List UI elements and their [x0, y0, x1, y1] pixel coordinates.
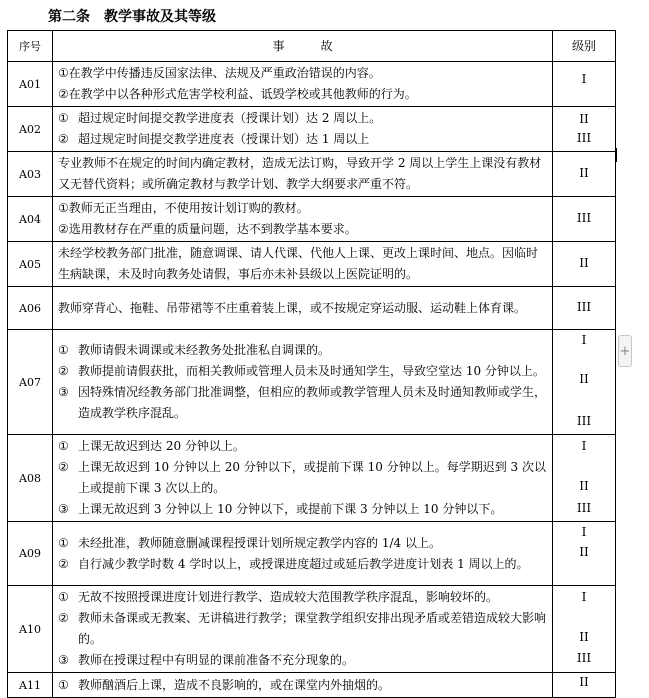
list-item	[58, 243, 548, 285]
item-marker: ②	[58, 222, 69, 236]
item-marker: ②	[58, 556, 69, 571]
item-text: 专业教师不在规定的时间内确定教材，造成无法订购，导致开学 2 周以上学生上课没有教材又无替代资料；或所确定教材与教学计划、教学大纲要求严重不符。	[58, 156, 542, 191]
item-text: 无故不按照授课进度计划进行教学、造成较大范围教学秩序混乱，影响较坏的。	[78, 590, 499, 604]
row-code: A01	[8, 62, 53, 107]
row-level	[553, 107, 616, 152]
item-marker: ①	[58, 439, 69, 453]
list-item	[58, 129, 548, 150]
row-code: A04	[8, 197, 53, 242]
list-item	[58, 382, 548, 424]
row-level	[553, 522, 616, 586]
list-item	[58, 340, 548, 361]
row-level	[553, 287, 616, 330]
row-description	[53, 586, 553, 673]
table-row	[8, 152, 616, 197]
level-value: II	[579, 372, 589, 386]
row-description	[53, 522, 553, 586]
table-row	[8, 287, 616, 330]
item-marker: ②	[58, 611, 69, 625]
item-marker: ①	[58, 201, 69, 215]
row-description	[53, 287, 553, 330]
level-value: III	[576, 651, 592, 665]
row-level	[553, 152, 616, 197]
table-row	[8, 107, 616, 152]
item-text: 因特殊情况经教务部门批准调整，但相应的教师或教学管理人员未及时通知教师或学生，造成教学秩序混乱。	[78, 385, 547, 420]
level-value: I	[581, 525, 587, 539]
row-description	[53, 62, 553, 107]
item-marker: ①	[58, 677, 69, 692]
table-header-row	[8, 31, 616, 62]
add-button[interactable]: +	[618, 335, 632, 367]
list-item	[58, 361, 548, 382]
table-row	[8, 242, 616, 287]
row-description	[53, 435, 553, 522]
level-value: I	[581, 439, 587, 453]
row-level	[553, 197, 616, 242]
list-item	[58, 436, 548, 457]
row-code: A06	[8, 287, 53, 330]
level-value: III	[576, 501, 592, 515]
list-item	[58, 587, 548, 608]
level-value: III	[576, 300, 592, 314]
item-text: 在教学中传播违反国家法律、法规及严重政治错误的内容。	[68, 66, 381, 80]
list-item	[58, 554, 548, 575]
level-value: I	[581, 72, 587, 86]
item-marker: ①	[58, 111, 69, 125]
row-description	[53, 242, 553, 287]
item-text: 教师未备课或无教案、无讲稿进行教学；课堂教学组织安排出现矛盾或差错造成较大影响的。	[78, 611, 547, 646]
item-marker: ①	[58, 66, 69, 80]
table-row	[8, 673, 616, 698]
article-heading: 第二条 教学事故及其等级	[48, 9, 216, 25]
row-level	[553, 435, 616, 522]
item-marker: ②	[58, 460, 69, 474]
level-value: III	[576, 211, 592, 225]
column-header-description: 事 故	[53, 31, 553, 62]
item-text: 上课无故迟到 3 分钟以上 10 分钟以下，或提前下课 3 分钟以上 10 分钟以下。	[78, 502, 503, 516]
row-code: A10	[8, 586, 53, 673]
table-row	[8, 435, 616, 522]
item-text: 教师提前请假获批，而相关教师或管理人员未及时通知学生，导致空堂达 10 分钟以上。	[78, 364, 545, 378]
row-description	[53, 152, 553, 197]
table-row	[8, 197, 616, 242]
row-code: A11	[8, 673, 53, 698]
list-item	[58, 153, 548, 195]
item-text: 未经学校教务部门批准，随意调课、请人代课、代他人上课、更改上课时间、地点。因临时生病缺课，未及时向教务处请假，事后亦未补县级以上医院证明的。	[58, 246, 539, 281]
row-description	[53, 673, 553, 698]
level-value: II	[579, 256, 589, 270]
row-level	[553, 586, 616, 673]
item-marker: ②	[58, 132, 69, 146]
item-text: 在教学中以各种形式危害学校利益、诋毁学校或其他教师的行为。	[68, 87, 417, 101]
level-value: II	[579, 545, 589, 559]
row-code: A07	[8, 330, 53, 435]
item-text: 教师穿背心、拖鞋、吊带裙等不庄重着装上课，或不按规定穿运动服、运动鞋上体育课。	[58, 300, 527, 315]
list-item	[58, 608, 548, 650]
item-marker: ①	[58, 590, 69, 604]
item-text: 未经批准，教师随意删减课程授课计划所规定教学内容的 1/4 以上。	[78, 535, 441, 550]
row-description	[53, 330, 553, 435]
table-row	[8, 586, 616, 673]
item-text: 教师在授课过程中有明显的课前准备不充分现象的。	[78, 653, 355, 667]
item-marker: ①	[58, 343, 69, 357]
level-value: II	[579, 479, 589, 493]
item-text: 上课无故迟到 10 分钟以上 20 分钟以下，或提前下课 10 分钟以上。每学期迟到 3 次以上或提前下课 3 次以上的。	[78, 460, 546, 495]
column-header-level: 级别	[553, 31, 616, 62]
level-value: I	[581, 590, 587, 604]
row-description	[53, 197, 553, 242]
incident-table	[7, 30, 616, 698]
item-text: 选用教材存在严重的质量问题，达不到教学基本要求。	[68, 222, 357, 236]
item-text: 教师酗酒后上课，造成不良影响的，或在课堂内外抽烟的。	[78, 677, 391, 692]
row-level	[553, 242, 616, 287]
row-code: A08	[8, 435, 53, 522]
row-level	[553, 673, 616, 698]
item-marker: ①	[58, 535, 69, 550]
level-value: II	[579, 675, 589, 689]
item-text: 上课无故迟到达 20 分钟以上。	[78, 439, 245, 453]
text-cursor	[615, 148, 617, 162]
item-text: 教师无正当理由，不使用按计划订购的教材。	[68, 201, 309, 215]
item-text: 自行减少教学时数 4 学时以上，或授课进度超过或延后教学进度计划表 1 周以上的。	[78, 556, 529, 571]
level-value: I	[581, 333, 587, 347]
list-item	[58, 675, 548, 696]
list-item	[58, 298, 548, 319]
row-code: A09	[8, 522, 53, 586]
list-item	[58, 219, 548, 240]
item-marker: ②	[58, 87, 69, 101]
item-text: 超过规定时间提交教学进度表（授课计划）达 1 周以上	[78, 132, 370, 146]
level-value: III	[576, 414, 592, 428]
table-row	[8, 330, 616, 435]
level-value: II	[579, 112, 589, 126]
level-value: II	[579, 630, 589, 644]
item-text: 超过规定时间提交教学进度表（授课计划）达 2 周以上。	[78, 111, 382, 125]
item-text: 教师请假未调课或未经教务处批准私自调课的。	[78, 343, 331, 357]
row-code: A05	[8, 242, 53, 287]
list-item	[58, 533, 548, 554]
item-marker: ③	[58, 502, 69, 516]
list-item	[58, 108, 548, 129]
row-level	[553, 330, 616, 435]
row-code: A02	[8, 107, 53, 152]
item-marker: ②	[58, 364, 69, 378]
list-item	[58, 198, 548, 219]
row-description	[53, 107, 553, 152]
table-row	[8, 522, 616, 586]
column-header-code: 序号	[8, 31, 53, 62]
item-marker: ③	[58, 385, 69, 399]
list-item	[58, 457, 548, 499]
list-item	[58, 84, 548, 105]
level-value: III	[576, 131, 592, 145]
list-item	[58, 650, 548, 671]
list-item	[58, 499, 548, 520]
level-value: II	[579, 166, 589, 180]
row-level	[553, 62, 616, 107]
row-code: A03	[8, 152, 53, 197]
list-item	[58, 63, 548, 84]
item-marker: ③	[58, 653, 69, 667]
table-row	[8, 62, 616, 107]
